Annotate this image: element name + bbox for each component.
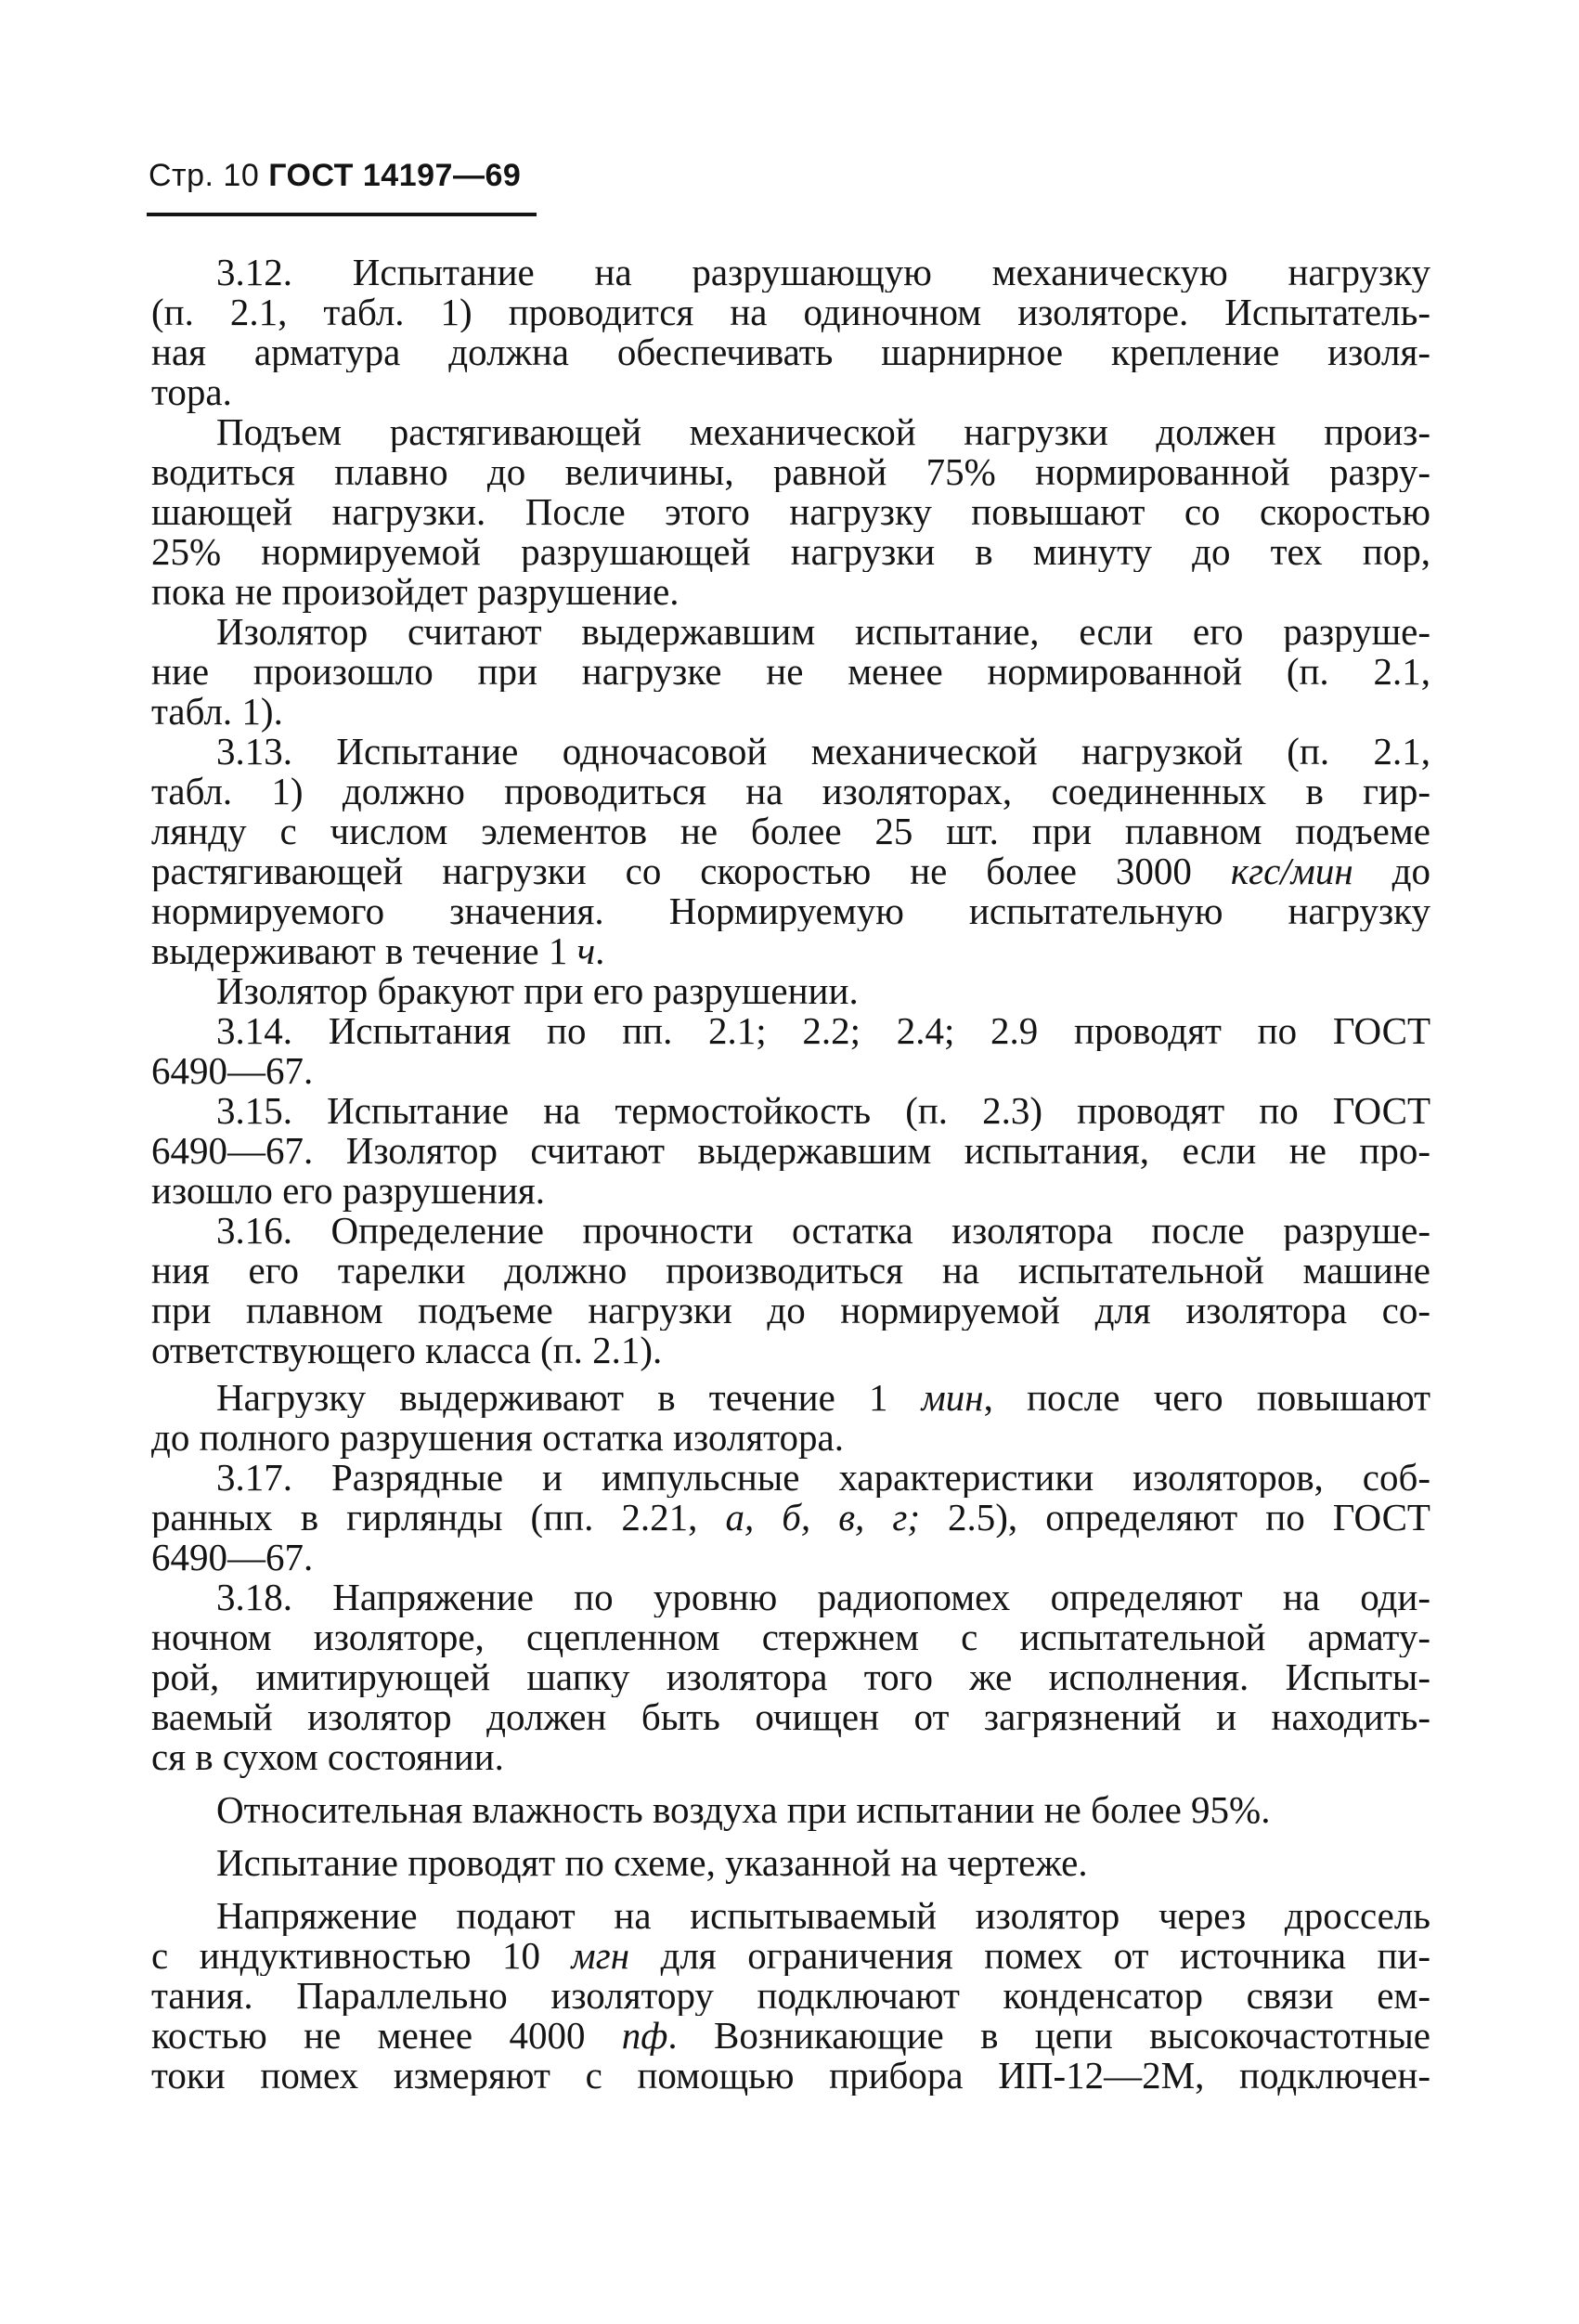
unit-minute: мин bbox=[921, 1378, 984, 1418]
text-line: при плавном подъеме нагрузки до нормируемой для изолятора со- bbox=[151, 1291, 1430, 1331]
text-line bbox=[151, 931, 1430, 971]
text-run: растягивающей нагрузки со скоростью не более 3000 bbox=[151, 851, 1231, 891]
text-line bbox=[151, 1936, 1430, 1976]
text-run: для ограничения помех от источника пи- bbox=[629, 1936, 1430, 1976]
text-line: 3.13. Испытание одночасовой механической нагрузкой (п. 2.1, bbox=[216, 732, 1430, 772]
text-line: ответствующего класса (п. 2.1). bbox=[151, 1329, 663, 1371]
body-text bbox=[151, 253, 1430, 2096]
text-line: водиться плавно до величины, равной 75% нормированной разру- bbox=[151, 452, 1430, 492]
text-line: табл. 1). bbox=[151, 690, 283, 733]
text-line: Изолятор считают выдержавшим испытание, если его разруше- bbox=[216, 612, 1430, 652]
text-line: Напряжение подают на испытываемый изолятор через дроссель bbox=[216, 1896, 1430, 1936]
italic-items: а, б, в, г; bbox=[725, 1498, 920, 1538]
text-run: выдерживают в течение 1 bbox=[151, 929, 577, 972]
text-line: пока не произойдет разрушение. bbox=[151, 570, 679, 613]
text-line: 3.15. Испытание на термостойкость (п. 2.3) проводят по ГОСТ bbox=[216, 1091, 1430, 1131]
text-line: тора. bbox=[151, 370, 232, 413]
text-line: ваемый изолятор должен быть очищен от загрязнений и находить- bbox=[151, 1697, 1430, 1737]
standard-number: ГОСТ 14197—69 bbox=[268, 158, 522, 193]
unit-hour: ч bbox=[576, 929, 596, 972]
text-line: 6490—67. Изолятор считают выдержавшим испытания, если не про- bbox=[151, 1131, 1430, 1171]
text-line: ние произошло при нагрузке не менее нормированной (п. 2.1, bbox=[151, 652, 1430, 692]
text-line bbox=[151, 851, 1430, 891]
text-run: . bbox=[595, 929, 605, 972]
text-line bbox=[151, 1378, 1430, 1418]
text-line bbox=[151, 2016, 1430, 2056]
text-line: ночном изоляторе, сцепленном стержнем с испытательной армату- bbox=[151, 1617, 1430, 1657]
text-line: Подъем растягивающей механической нагрузки должен произ- bbox=[216, 412, 1430, 452]
text-line: ная арматура должна обеспечивать шарнирное крепление изоля- bbox=[151, 332, 1430, 372]
text-run: костью не менее 4000 bbox=[151, 2016, 622, 2056]
text-run: 2.5), определяют по ГОСТ bbox=[919, 1498, 1430, 1538]
text-line: 3.18. Напряжение по уровню радиопомех определяют на оди- bbox=[216, 1577, 1430, 1617]
text-line: нормируемого значения. Нормируемую испытательную нагрузку bbox=[151, 891, 1430, 931]
text-line: 3.17. Разрядные и импульсные характеристики изоляторов, соб- bbox=[216, 1458, 1430, 1498]
unit-millihenry: мгн bbox=[571, 1936, 630, 1976]
text-line: тания. Параллельно изолятору подключают конденсатор связи ем- bbox=[151, 1976, 1430, 2016]
text-line: (п. 2.1, табл. 1) проводится на одиночном изоляторе. Испытатель- bbox=[151, 292, 1430, 332]
text-line: до полного разрушения остатка изолятора. bbox=[151, 1416, 845, 1459]
text-line: токи помех измеряют с помощью прибора ИП-12—2М, подключен- bbox=[151, 2056, 1430, 2096]
text-line bbox=[151, 1498, 1430, 1538]
text-line: 3.16. Определение прочности остатка изолятора после разруше- bbox=[216, 1211, 1430, 1251]
text-line: ния его тарелки должно производиться на испытательной машине bbox=[151, 1251, 1430, 1291]
page-header bbox=[149, 158, 521, 194]
page-number: Стр. 10 bbox=[149, 158, 260, 193]
header-rule bbox=[147, 213, 537, 216]
text-line: 3.12. Испытание на разрушающую механическую нагрузку bbox=[216, 253, 1430, 292]
text-line: Испытание проводят по схеме, указанной на чертеже. bbox=[216, 1841, 1088, 1884]
text-line: изошло его разрушения. bbox=[151, 1169, 546, 1212]
text-line: шающей нагрузки. После этого нагрузку повышают со скоростью bbox=[151, 492, 1430, 532]
text-line: 6490—67. bbox=[151, 1049, 314, 1092]
text-line: 3.14. Испытания по пп. 2.1; 2.2; 2.4; 2.9 проводят по ГОСТ bbox=[216, 1011, 1430, 1051]
text-run: , после чего повышают bbox=[983, 1378, 1430, 1418]
text-line: рой, имитирующей шапку изолятора того же исполнения. Испыты- bbox=[151, 1657, 1430, 1697]
unit-kgf-per-min: кгс/мин bbox=[1230, 851, 1353, 891]
text-line: ся в сухом состоянии. bbox=[151, 1735, 504, 1778]
text-run: . Возникающие в цепи высокочастотные bbox=[667, 2016, 1430, 2056]
text-line: Изолятор бракуют при его разрушении. bbox=[216, 969, 859, 1012]
text-line: 25% нормируемой разрушающей нагрузки в минуту до тех пор, bbox=[151, 532, 1430, 572]
text-run: ранных в гирлянды (пп. 2.21, bbox=[151, 1498, 726, 1538]
text-line: 6490—67. bbox=[151, 1536, 314, 1578]
unit-picofarad: пф bbox=[621, 2016, 668, 2056]
text-line: лянду с числом элементов не более 25 шт. при плавном подъеме bbox=[151, 811, 1430, 851]
text-run: Нагрузку выдерживают в течение 1 bbox=[216, 1378, 922, 1418]
text-line: Относительная влажность воздуха при испытании не более 95%. bbox=[216, 1788, 1271, 1831]
text-line: табл. 1) должно проводиться на изоляторах, соединенных в гир- bbox=[151, 772, 1430, 811]
text-run: с индуктивностью 10 bbox=[151, 1936, 572, 1976]
text-run: до bbox=[1353, 851, 1430, 891]
